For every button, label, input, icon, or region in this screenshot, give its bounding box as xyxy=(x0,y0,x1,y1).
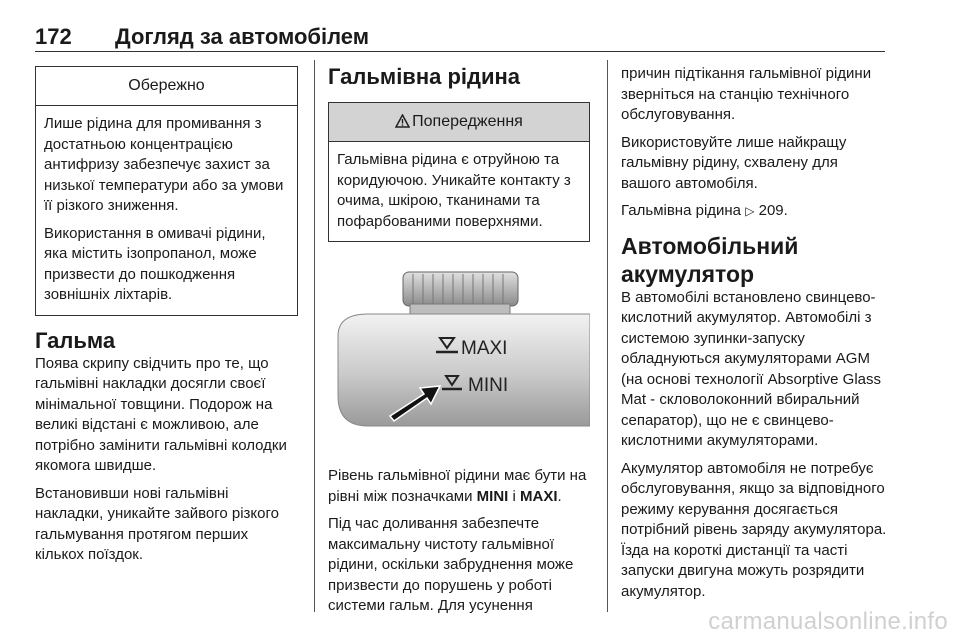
column-middle xyxy=(328,58,590,624)
brakes-heading: Гальма xyxy=(35,327,116,353)
brake-fluid-refill-paragraph: Під час доливання забезпечте максимальну чистоту гальмівної рідини, оскільки забруднення може призвести до порушень у роботі системи гальм. Для усунення xyxy=(328,515,574,614)
xref-arrow-icon: ▷ xyxy=(745,204,755,218)
column-divider xyxy=(607,60,608,612)
maxi-term: MAXI xyxy=(520,487,558,505)
warning-title: Попередження xyxy=(412,113,523,130)
mini-label: MINI xyxy=(468,375,509,396)
warning-header xyxy=(329,103,589,142)
header-rule xyxy=(35,51,885,52)
caution-title: Обережно xyxy=(36,67,297,106)
cross-reference[interactable]: Гальмівна рідина ▷ 209. xyxy=(621,202,788,219)
brakes-paragraph: Поява скрипу свідчить про те, що гальмівні накладки досягли своєї мінімальної товщини. Подорож на великі відстані є можливою, але потрібно замінити гальмівні колодки якомога швидше. xyxy=(35,354,287,474)
leak-paragraph: причин підтікання гальмівної рідини зверніться на станцію технічного обслуговування. xyxy=(621,65,872,123)
battery-paragraph: В автомобілі встановлено свинцево-кислотний акумулятор. Автомобілі з системою зупинки-запуску обладнуються акумуляторами AGM (на основі технології Absorptive Glass Mat - скловолоконний вбиральний сепаратор), що не є свинцево-кислотними акумуляторами. xyxy=(621,288,882,449)
battery-heading: Автомобільний акумулятор xyxy=(621,232,799,287)
caution-paragraph: Використання в омивачі рідини, яка містить ізопропанол, може призвести до пошкодження зовнішніх ліхтарів. xyxy=(44,224,266,303)
caution-box xyxy=(35,66,298,316)
column-right xyxy=(621,58,887,609)
page-number: 172 xyxy=(35,24,72,49)
column-divider xyxy=(314,60,315,612)
brake-fluid-reservoir-illustration xyxy=(328,266,590,456)
brake-fluid-heading: Гальмівна рідина xyxy=(328,64,521,89)
brake-fluid-level-paragraph: Рівень гальмівної рідини має бути на рівні між позначками MINI і MAXI. xyxy=(328,467,587,505)
battery-paragraph: Акумулятор автомобіля не потребує обслуговування, якщо за відповідного режиму керування досягається потрібний рівень заряду акумулятора. Їзда на короткі дистанції та часті запуски двигуна можуть розрядити акумулятор. xyxy=(621,459,887,600)
caution-body xyxy=(36,106,297,315)
mini-term: MINI xyxy=(476,487,509,505)
page-title: Догляд за автомобілем xyxy=(115,24,370,49)
warning-triangle-icon xyxy=(395,105,410,143)
maxi-label: MAXI xyxy=(461,338,508,359)
warning-box xyxy=(328,102,590,242)
warning-body xyxy=(329,142,589,241)
advice-paragraph: Використовуйте лише найкращу гальмівну рідину, схвалену для вашого автомобіля. xyxy=(621,133,847,192)
column-left xyxy=(35,58,298,573)
watermark: carmanualsonline.info xyxy=(708,608,948,635)
page-header xyxy=(35,24,885,54)
warning-text: Гальмівна рідина є отруйною та коридуючою. Уникайте контакту з очима, шкірою, тканинами та пофарбованими поверхнями. xyxy=(337,151,571,230)
caution-paragraph: Лише рідина для промивання з достатньою концентрацією антифризу забезпечує захист за низької температури або за умови її різкого зниження. xyxy=(44,115,284,214)
brakes-paragraph: Встановивши нові гальмівні накладки, уникайте зайвого різкого гальмування протягом перших кількох поїздок. xyxy=(35,484,279,563)
